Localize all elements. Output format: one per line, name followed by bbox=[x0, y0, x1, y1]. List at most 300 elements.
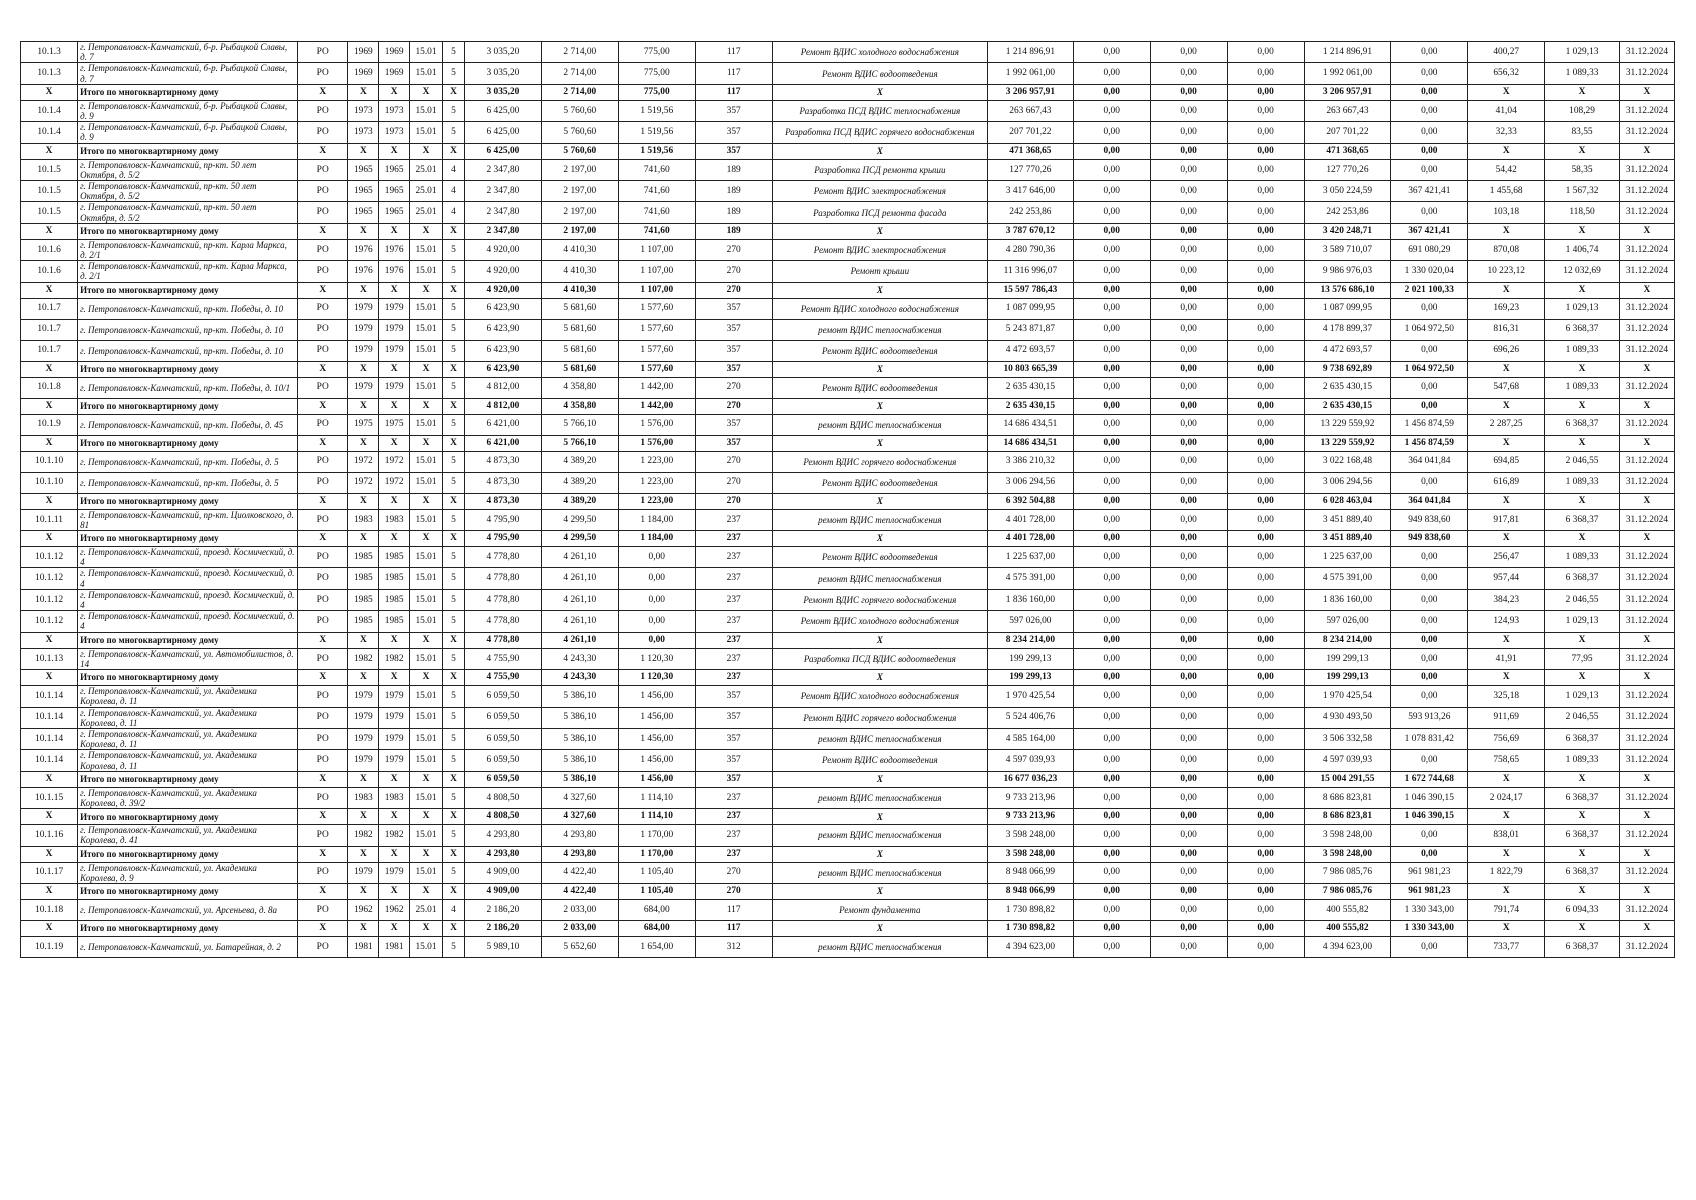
cell-operator: РО bbox=[297, 122, 348, 143]
cell-unit-cost-limit: 6 368,37 bbox=[1545, 568, 1620, 589]
cell-operator: X bbox=[297, 670, 348, 686]
cell-seismic: X bbox=[410, 493, 443, 509]
cell-total-cost: 4 280 790,36 bbox=[988, 239, 1074, 260]
cell-work-type: X bbox=[772, 84, 987, 100]
cell-unit-cost-limit: X bbox=[1545, 361, 1620, 377]
cell-residents: 357 bbox=[695, 750, 772, 771]
cell-residents: 357 bbox=[695, 686, 772, 707]
cell-nonresidential-area: 0,00 bbox=[618, 611, 695, 632]
cell-row-number: 10.1.7 bbox=[21, 340, 78, 361]
cell-operator: РО bbox=[297, 340, 348, 361]
table-row bbox=[21, 547, 1675, 568]
cell-total-area: 6 059,50 bbox=[464, 707, 541, 728]
cell-row-number: 10.1.7 bbox=[21, 319, 78, 340]
cell-total-cost: 199 299,13 bbox=[988, 670, 1074, 686]
cell-nonresidential-area: 1 105,40 bbox=[618, 862, 695, 883]
cell-operator: РО bbox=[297, 862, 348, 883]
cell-residential-area: 2 033,00 bbox=[541, 899, 618, 920]
cell-seismic: 15.01 bbox=[410, 472, 443, 493]
cell-work-type: X bbox=[772, 361, 987, 377]
cell-deadline: 31.12.2024 bbox=[1619, 261, 1674, 282]
cell-address: г. Петропавловск-Камчатский, ул. Академика Королева, д. 11 bbox=[78, 750, 298, 771]
cell-other-funds: 2 021 100,33 bbox=[1391, 282, 1468, 298]
cell-municipal-funds: 0,00 bbox=[1227, 611, 1304, 632]
cell-regional-funds: 0,00 bbox=[1150, 862, 1227, 883]
cell-municipal-funds: 0,00 bbox=[1227, 787, 1304, 808]
cell-total-area: 4 808,50 bbox=[464, 809, 541, 825]
cell-floors: 4 bbox=[442, 159, 464, 180]
cell-unit-cost-limit: 1 029,13 bbox=[1545, 298, 1620, 319]
cell-residential-area: 2 197,00 bbox=[541, 223, 618, 239]
cell-nonresidential-area: 1 519,56 bbox=[618, 122, 695, 143]
cell-total-cost: 3 006 294,56 bbox=[988, 472, 1074, 493]
cell-floors: X bbox=[442, 670, 464, 686]
cell-floors: 5 bbox=[442, 377, 464, 398]
cell-seismic: X bbox=[410, 771, 443, 787]
cell-total-area: 4 795,90 bbox=[464, 531, 541, 547]
cell-deadline: 31.12.2024 bbox=[1619, 181, 1674, 202]
cell-deadline: 31.12.2024 bbox=[1619, 728, 1674, 749]
cell-nonresidential-area: 741,60 bbox=[618, 202, 695, 223]
cell-other-funds: 0,00 bbox=[1391, 122, 1468, 143]
cell-unit-cost-limit: 2 046,55 bbox=[1545, 707, 1620, 728]
cell-municipal-funds: 0,00 bbox=[1227, 319, 1304, 340]
cell-seismic: X bbox=[410, 435, 443, 451]
cell-total-cost: 2 635 430,15 bbox=[988, 398, 1074, 414]
cell-nonresidential-area: 741,60 bbox=[618, 159, 695, 180]
cell-deadline: 31.12.2024 bbox=[1619, 202, 1674, 223]
cell-total-cost: 3 598 248,00 bbox=[988, 846, 1074, 862]
cell-total-cost: 4 575 391,00 bbox=[988, 568, 1074, 589]
cell-unit-cost: 694,85 bbox=[1468, 451, 1545, 472]
cell-total-area: 6 059,50 bbox=[464, 728, 541, 749]
cell-work-type: X bbox=[772, 670, 987, 686]
cell-unit-cost-limit: 1 089,33 bbox=[1545, 377, 1620, 398]
cell-floors: X bbox=[442, 493, 464, 509]
cell-seismic: 15.01 bbox=[410, 377, 443, 398]
cell-total-cost: 11 316 996,07 bbox=[988, 261, 1074, 282]
cell-address: Итого по многоквартирному дому bbox=[78, 223, 298, 239]
cell-residents: 357 bbox=[695, 771, 772, 787]
cell-other-funds: 1 330 020,04 bbox=[1391, 261, 1468, 282]
cell-year-built: X bbox=[348, 670, 379, 686]
cell-residents: 237 bbox=[695, 632, 772, 648]
table-row bbox=[21, 100, 1675, 121]
cell-residents: 189 bbox=[695, 202, 772, 223]
cell-floors: 5 bbox=[442, 42, 464, 63]
cell-residents: 357 bbox=[695, 707, 772, 728]
cell-unit-cost: 325,18 bbox=[1468, 686, 1545, 707]
cell-operator: РО bbox=[297, 589, 348, 610]
cell-owner-funds: 1 992 061,00 bbox=[1304, 63, 1391, 84]
cell-work-type: ремонт ВДИС теплоснабжения bbox=[772, 414, 987, 435]
cell-address: г. Петропавловск-Камчатский, ул. Академика Королева, д. 11 bbox=[78, 686, 298, 707]
cell-total-area: 6 425,00 bbox=[464, 122, 541, 143]
cell-federal-funds: 0,00 bbox=[1073, 493, 1150, 509]
cell-unit-cost-limit: 1 567,32 bbox=[1545, 181, 1620, 202]
cell-work-type: Разработка ПСД ВДИС горячего водоснабжения bbox=[772, 122, 987, 143]
cell-seismic: 15.01 bbox=[410, 298, 443, 319]
cell-total-area: 4 920,00 bbox=[464, 239, 541, 260]
cell-address: Итого по многоквартирному дому bbox=[78, 361, 298, 377]
cell-deadline: 31.12.2024 bbox=[1619, 568, 1674, 589]
cell-unit-cost-limit: 1 089,33 bbox=[1545, 750, 1620, 771]
cell-work-type: Ремонт ВДИС горячего водоснабжения bbox=[772, 451, 987, 472]
cell-owner-funds: 1 214 896,91 bbox=[1304, 42, 1391, 63]
cell-work-type: ремонт ВДИС теплоснабжения bbox=[772, 568, 987, 589]
cell-address: г. Петропавловск-Камчатский, б-р. Рыбацкой Славы, д. 7 bbox=[78, 42, 298, 63]
cell-residential-area: 4 243,30 bbox=[541, 648, 618, 669]
cell-address: г. Петропавловск-Камчатский, ул. Автомобилистов, д. 14 bbox=[78, 648, 298, 669]
cell-regional-funds: 0,00 bbox=[1150, 143, 1227, 159]
cell-deadline: 31.12.2024 bbox=[1619, 159, 1674, 180]
cell-unit-cost: 103,18 bbox=[1468, 202, 1545, 223]
cell-other-funds: 367 421,41 bbox=[1391, 223, 1468, 239]
cell-year-commissioned: 1979 bbox=[379, 707, 410, 728]
cell-row-number: X bbox=[21, 883, 78, 899]
cell-address: г. Петропавловск-Камчатский, ул. Батарейная, д. 2 bbox=[78, 936, 298, 957]
cell-floors: 5 bbox=[442, 261, 464, 282]
cell-operator: РО bbox=[297, 899, 348, 920]
cell-municipal-funds: 0,00 bbox=[1227, 377, 1304, 398]
cell-year-built: X bbox=[348, 282, 379, 298]
cell-row-number: 10.1.14 bbox=[21, 686, 78, 707]
cell-unit-cost-limit: X bbox=[1545, 435, 1620, 451]
cell-nonresidential-area: 1 107,00 bbox=[618, 261, 695, 282]
table-row bbox=[21, 728, 1675, 749]
cell-owner-funds: 13 576 686,10 bbox=[1304, 282, 1391, 298]
cell-residents: 270 bbox=[695, 493, 772, 509]
cell-residential-area: 4 410,30 bbox=[541, 282, 618, 298]
cell-owner-funds: 9 986 976,03 bbox=[1304, 261, 1391, 282]
cell-nonresidential-area: 684,00 bbox=[618, 899, 695, 920]
cell-federal-funds: 0,00 bbox=[1073, 361, 1150, 377]
cell-nonresidential-area: 1 576,00 bbox=[618, 414, 695, 435]
cell-residents: 117 bbox=[695, 84, 772, 100]
cell-regional-funds: 0,00 bbox=[1150, 435, 1227, 451]
cell-municipal-funds: 0,00 bbox=[1227, 728, 1304, 749]
cell-row-number: 10.1.6 bbox=[21, 261, 78, 282]
cell-unit-cost-limit: 2 046,55 bbox=[1545, 589, 1620, 610]
cell-seismic: X bbox=[410, 143, 443, 159]
cell-residents: 357 bbox=[695, 122, 772, 143]
cell-municipal-funds: 0,00 bbox=[1227, 707, 1304, 728]
cell-year-commissioned: 1979 bbox=[379, 377, 410, 398]
table-row bbox=[21, 936, 1675, 957]
cell-regional-funds: 0,00 bbox=[1150, 809, 1227, 825]
cell-total-cost: 4 472 693,57 bbox=[988, 340, 1074, 361]
table-row bbox=[21, 750, 1675, 771]
cell-residential-area: 4 261,10 bbox=[541, 632, 618, 648]
cell-total-cost: 127 770,26 bbox=[988, 159, 1074, 180]
cell-operator: X bbox=[297, 883, 348, 899]
cell-floors: 5 bbox=[442, 298, 464, 319]
capital-repair-table bbox=[20, 41, 1675, 958]
cell-owner-funds: 400 555,82 bbox=[1304, 899, 1391, 920]
cell-other-funds: 949 838,60 bbox=[1391, 531, 1468, 547]
cell-address: Итого по многоквартирному дому bbox=[78, 846, 298, 862]
table-row bbox=[21, 862, 1675, 883]
cell-municipal-funds: 0,00 bbox=[1227, 435, 1304, 451]
cell-federal-funds: 0,00 bbox=[1073, 589, 1150, 610]
cell-seismic: X bbox=[410, 632, 443, 648]
cell-operator: X bbox=[297, 435, 348, 451]
cell-address: Итого по многоквартирному дому bbox=[78, 771, 298, 787]
cell-address: г. Петропавловск-Камчатский, ул. Академика Королева, д. 9 bbox=[78, 862, 298, 883]
cell-residential-area: 5 681,60 bbox=[541, 361, 618, 377]
cell-nonresidential-area: 684,00 bbox=[618, 920, 695, 936]
cell-federal-funds: 0,00 bbox=[1073, 728, 1150, 749]
cell-municipal-funds: 0,00 bbox=[1227, 181, 1304, 202]
cell-floors: 5 bbox=[442, 319, 464, 340]
cell-operator: РО bbox=[297, 261, 348, 282]
cell-regional-funds: 0,00 bbox=[1150, 239, 1227, 260]
cell-owner-funds: 4 930 493,50 bbox=[1304, 707, 1391, 728]
cell-seismic: X bbox=[410, 920, 443, 936]
cell-year-commissioned: 1985 bbox=[379, 589, 410, 610]
cell-total-area: 4 778,80 bbox=[464, 611, 541, 632]
subtotal-row bbox=[21, 361, 1675, 377]
cell-owner-funds: 3 022 168,48 bbox=[1304, 451, 1391, 472]
cell-municipal-funds: 0,00 bbox=[1227, 472, 1304, 493]
cell-unit-cost: 911,69 bbox=[1468, 707, 1545, 728]
cell-owner-funds: 9 738 692,89 bbox=[1304, 361, 1391, 377]
cell-municipal-funds: 0,00 bbox=[1227, 686, 1304, 707]
cell-total-area: 2 186,20 bbox=[464, 899, 541, 920]
cell-unit-cost-limit: X bbox=[1545, 883, 1620, 899]
cell-total-cost: 3 386 210,32 bbox=[988, 451, 1074, 472]
cell-year-commissioned: X bbox=[379, 223, 410, 239]
cell-federal-funds: 0,00 bbox=[1073, 451, 1150, 472]
cell-row-number: X bbox=[21, 361, 78, 377]
cell-seismic: X bbox=[410, 361, 443, 377]
cell-operator: X bbox=[297, 632, 348, 648]
cell-regional-funds: 0,00 bbox=[1150, 451, 1227, 472]
cell-row-number: 10.1.3 bbox=[21, 63, 78, 84]
cell-year-built: 1979 bbox=[348, 298, 379, 319]
cell-floors: X bbox=[442, 920, 464, 936]
cell-regional-funds: 0,00 bbox=[1150, 846, 1227, 862]
cell-floors: 5 bbox=[442, 686, 464, 707]
cell-deadline: 31.12.2024 bbox=[1619, 707, 1674, 728]
cell-unit-cost: 256,47 bbox=[1468, 547, 1545, 568]
cell-unit-cost: 758,65 bbox=[1468, 750, 1545, 771]
cell-row-number: 10.1.13 bbox=[21, 648, 78, 669]
cell-year-commissioned: X bbox=[379, 531, 410, 547]
cell-operator: X bbox=[297, 398, 348, 414]
cell-residents: 237 bbox=[695, 611, 772, 632]
cell-unit-cost: X bbox=[1468, 223, 1545, 239]
cell-residential-area: 2 714,00 bbox=[541, 42, 618, 63]
subtotal-row bbox=[21, 531, 1675, 547]
cell-deadline: 31.12.2024 bbox=[1619, 825, 1674, 846]
cell-total-area: 4 755,90 bbox=[464, 648, 541, 669]
subtotal-row bbox=[21, 435, 1675, 451]
cell-row-number: X bbox=[21, 846, 78, 862]
cell-total-area: 6 423,90 bbox=[464, 319, 541, 340]
cell-municipal-funds: 0,00 bbox=[1227, 883, 1304, 899]
cell-work-type: ремонт ВДИС теплоснабжения bbox=[772, 936, 987, 957]
cell-floors: 4 bbox=[442, 202, 464, 223]
cell-residents: 270 bbox=[695, 282, 772, 298]
cell-total-cost: 4 394 623,00 bbox=[988, 936, 1074, 957]
cell-residential-area: 4 410,30 bbox=[541, 239, 618, 260]
cell-regional-funds: 0,00 bbox=[1150, 472, 1227, 493]
cell-nonresidential-area: 1 120,30 bbox=[618, 670, 695, 686]
cell-unit-cost: 838,01 bbox=[1468, 825, 1545, 846]
cell-row-number: 10.1.7 bbox=[21, 298, 78, 319]
cell-year-commissioned: X bbox=[379, 920, 410, 936]
cell-row-number: 10.1.19 bbox=[21, 936, 78, 957]
cell-year-commissioned: 1965 bbox=[379, 159, 410, 180]
cell-year-built: X bbox=[348, 531, 379, 547]
cell-year-commissioned: X bbox=[379, 398, 410, 414]
cell-residential-area: 4 327,60 bbox=[541, 787, 618, 808]
cell-federal-funds: 0,00 bbox=[1073, 632, 1150, 648]
cell-other-funds: 1 064 972,50 bbox=[1391, 319, 1468, 340]
cell-residential-area: 4 389,20 bbox=[541, 493, 618, 509]
cell-work-type: Ремонт ВДИС водоотведения bbox=[772, 63, 987, 84]
cell-unit-cost-limit: X bbox=[1545, 84, 1620, 100]
cell-other-funds: 0,00 bbox=[1391, 825, 1468, 846]
cell-owner-funds: 4 394 623,00 bbox=[1304, 936, 1391, 957]
cell-seismic: 15.01 bbox=[410, 319, 443, 340]
cell-unit-cost-limit: 6 094,33 bbox=[1545, 899, 1620, 920]
cell-residents: 270 bbox=[695, 862, 772, 883]
cell-regional-funds: 0,00 bbox=[1150, 568, 1227, 589]
cell-row-number: X bbox=[21, 670, 78, 686]
cell-regional-funds: 0,00 bbox=[1150, 398, 1227, 414]
table-row bbox=[21, 340, 1675, 361]
cell-seismic: 15.01 bbox=[410, 589, 443, 610]
cell-residents: 189 bbox=[695, 159, 772, 180]
cell-nonresidential-area: 741,60 bbox=[618, 181, 695, 202]
cell-residents: 357 bbox=[695, 728, 772, 749]
cell-total-cost: 4 401 728,00 bbox=[988, 531, 1074, 547]
cell-unit-cost-limit: X bbox=[1545, 493, 1620, 509]
cell-seismic: 15.01 bbox=[410, 340, 443, 361]
cell-floors: 5 bbox=[442, 707, 464, 728]
cell-total-cost: 14 686 434,51 bbox=[988, 435, 1074, 451]
cell-nonresidential-area: 1 184,00 bbox=[618, 509, 695, 530]
cell-address: г. Петропавловск-Камчатский, пр-кт. Победы, д. 10 bbox=[78, 319, 298, 340]
cell-year-built: X bbox=[348, 143, 379, 159]
cell-municipal-funds: 0,00 bbox=[1227, 223, 1304, 239]
cell-owner-funds: 1 836 160,00 bbox=[1304, 589, 1391, 610]
cell-seismic: 15.01 bbox=[410, 787, 443, 808]
cell-owner-funds: 4 597 039,93 bbox=[1304, 750, 1391, 771]
cell-municipal-funds: 0,00 bbox=[1227, 340, 1304, 361]
cell-municipal-funds: 0,00 bbox=[1227, 159, 1304, 180]
cell-owner-funds: 242 253,86 bbox=[1304, 202, 1391, 223]
cell-unit-cost-limit: 12 032,69 bbox=[1545, 261, 1620, 282]
table-row bbox=[21, 239, 1675, 260]
cell-floors: X bbox=[442, 846, 464, 862]
cell-residential-area: 4 299,50 bbox=[541, 531, 618, 547]
cell-regional-funds: 0,00 bbox=[1150, 531, 1227, 547]
cell-federal-funds: 0,00 bbox=[1073, 122, 1150, 143]
cell-other-funds: 0,00 bbox=[1391, 472, 1468, 493]
cell-floors: 5 bbox=[442, 611, 464, 632]
cell-operator: РО bbox=[297, 509, 348, 530]
cell-operator: X bbox=[297, 361, 348, 377]
cell-year-commissioned: 1982 bbox=[379, 648, 410, 669]
cell-municipal-funds: 0,00 bbox=[1227, 589, 1304, 610]
cell-residents: 237 bbox=[695, 589, 772, 610]
cell-seismic: 15.01 bbox=[410, 414, 443, 435]
cell-other-funds: 691 080,29 bbox=[1391, 239, 1468, 260]
cell-unit-cost: 384,23 bbox=[1468, 589, 1545, 610]
cell-deadline: 31.12.2024 bbox=[1619, 340, 1674, 361]
cell-work-type: Ремонт крыши bbox=[772, 261, 987, 282]
cell-unit-cost: X bbox=[1468, 670, 1545, 686]
cell-address: г. Петропавловск-Камчатский, пр-кт. Победы, д. 10/1 bbox=[78, 377, 298, 398]
cell-work-type: X bbox=[772, 531, 987, 547]
cell-nonresidential-area: 1 577,60 bbox=[618, 319, 695, 340]
cell-residents: 357 bbox=[695, 414, 772, 435]
cell-row-number: X bbox=[21, 223, 78, 239]
cell-owner-funds: 3 420 248,71 bbox=[1304, 223, 1391, 239]
cell-seismic: 15.01 bbox=[410, 648, 443, 669]
cell-owner-funds: 4 575 391,00 bbox=[1304, 568, 1391, 589]
cell-work-type: Ремонт ВДИС электроснабжения bbox=[772, 181, 987, 202]
cell-work-type: X bbox=[772, 809, 987, 825]
subtotal-row bbox=[21, 143, 1675, 159]
cell-total-cost: 8 948 066,99 bbox=[988, 883, 1074, 899]
cell-nonresidential-area: 1 456,00 bbox=[618, 750, 695, 771]
cell-nonresidential-area: 1 577,60 bbox=[618, 340, 695, 361]
cell-total-cost: 8 234 214,00 bbox=[988, 632, 1074, 648]
cell-regional-funds: 0,00 bbox=[1150, 282, 1227, 298]
table-row bbox=[21, 414, 1675, 435]
cell-regional-funds: 0,00 bbox=[1150, 707, 1227, 728]
cell-municipal-funds: 0,00 bbox=[1227, 493, 1304, 509]
cell-year-commissioned: 1985 bbox=[379, 547, 410, 568]
cell-residential-area: 2 197,00 bbox=[541, 202, 618, 223]
cell-total-cost: 16 677 036,23 bbox=[988, 771, 1074, 787]
cell-year-commissioned: X bbox=[379, 883, 410, 899]
cell-row-number: X bbox=[21, 632, 78, 648]
cell-owner-funds: 263 667,43 bbox=[1304, 100, 1391, 121]
cell-federal-funds: 0,00 bbox=[1073, 883, 1150, 899]
cell-total-cost: 1 992 061,00 bbox=[988, 63, 1074, 84]
cell-residential-area: 4 327,60 bbox=[541, 809, 618, 825]
table-row bbox=[21, 261, 1675, 282]
cell-regional-funds: 0,00 bbox=[1150, 825, 1227, 846]
cell-municipal-funds: 0,00 bbox=[1227, 100, 1304, 121]
cell-operator: X bbox=[297, 771, 348, 787]
cell-unit-cost: 169,23 bbox=[1468, 298, 1545, 319]
cell-nonresidential-area: 1 170,00 bbox=[618, 846, 695, 862]
cell-deadline: 31.12.2024 bbox=[1619, 547, 1674, 568]
table-row bbox=[21, 377, 1675, 398]
cell-row-number: 10.1.5 bbox=[21, 181, 78, 202]
cell-address: г. Петропавловск-Камчатский, пр-кт. Циолковского, д. 81 bbox=[78, 509, 298, 530]
cell-other-funds: 0,00 bbox=[1391, 670, 1468, 686]
cell-residential-area: 4 389,20 bbox=[541, 472, 618, 493]
cell-other-funds: 0,00 bbox=[1391, 611, 1468, 632]
cell-seismic: 15.01 bbox=[410, 42, 443, 63]
cell-seismic: 15.01 bbox=[410, 568, 443, 589]
cell-residents: 270 bbox=[695, 261, 772, 282]
cell-nonresidential-area: 1 223,00 bbox=[618, 472, 695, 493]
table-row bbox=[21, 181, 1675, 202]
cell-total-area: 2 347,80 bbox=[464, 223, 541, 239]
cell-row-number: 10.1.18 bbox=[21, 899, 78, 920]
cell-federal-funds: 0,00 bbox=[1073, 159, 1150, 180]
cell-regional-funds: 0,00 bbox=[1150, 920, 1227, 936]
cell-owner-funds: 3 506 332,58 bbox=[1304, 728, 1391, 749]
